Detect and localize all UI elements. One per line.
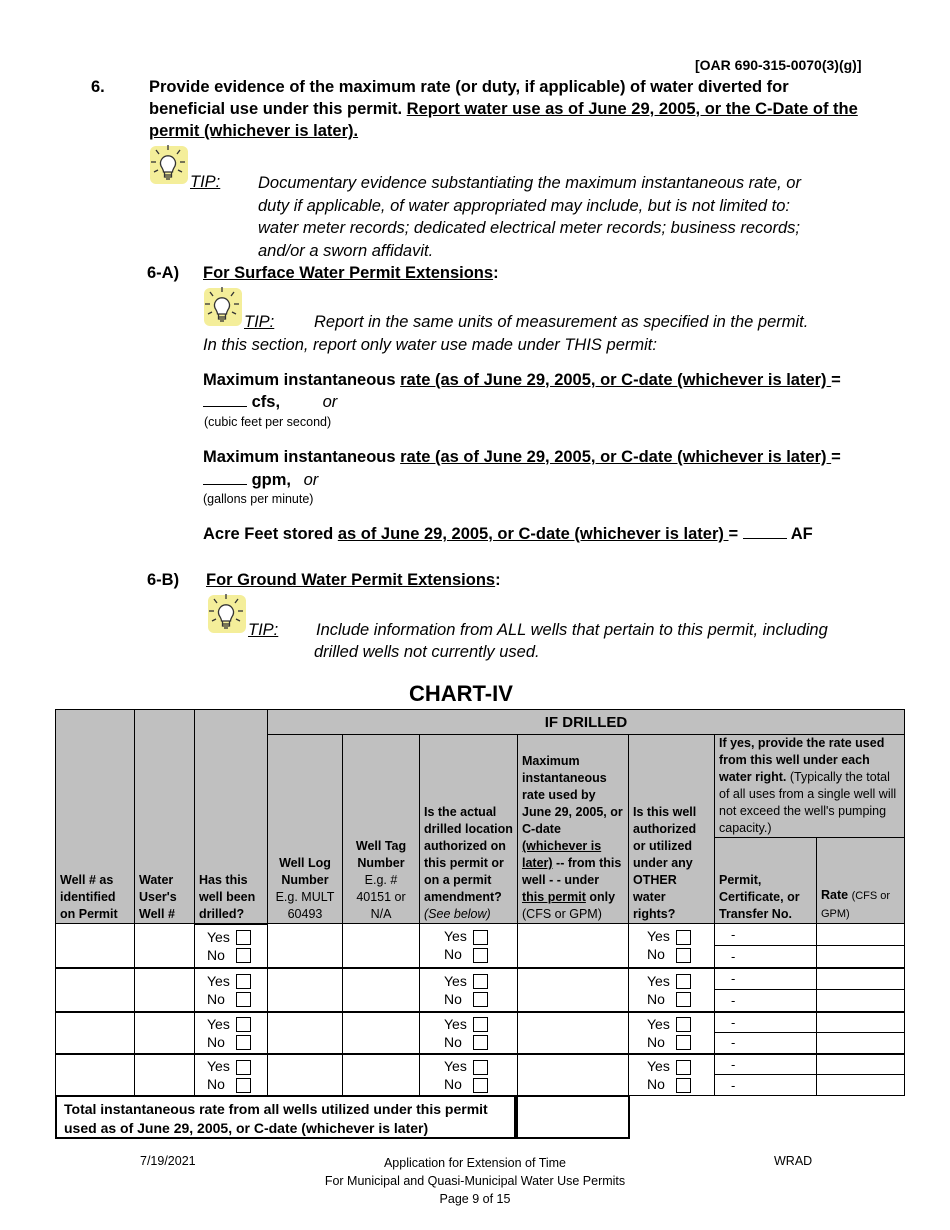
- gpm-unit: gpm,: [251, 471, 292, 489]
- tip-text: Report in the same units of measurement as specified in the permit.: [314, 313, 809, 331]
- af-unit: AF: [790, 525, 813, 543]
- no-label: No: [647, 990, 665, 1007]
- header-well-log-example: E.g. MULT 60493: [275, 890, 335, 921]
- gpm-equals: =: [831, 448, 841, 466]
- header-rate: [817, 838, 905, 924]
- yes-checkbox[interactable]: [473, 1017, 488, 1032]
- yes-label: Yes: [207, 1015, 230, 1032]
- footer-org: WRAD: [774, 1154, 813, 1168]
- table-row: [56, 1012, 905, 1033]
- no-checkbox[interactable]: [473, 1035, 488, 1050]
- dash: -: [731, 1014, 736, 1030]
- tip-line: duty if applicable, of water appropriated may include, but is not limited to:: [258, 196, 790, 215]
- tip-lightbulb-icon: [147, 142, 191, 188]
- dash: -: [731, 1077, 736, 1093]
- header-water-user-well: Water User's Well #: [135, 710, 195, 924]
- section-6a-colon: :: [493, 264, 499, 282]
- yes-label: Yes: [207, 1057, 230, 1074]
- no-label: No: [444, 1075, 462, 1092]
- cfs-label-underlined: rate (as of June 29, 2005, or C-date (whichever is later): [400, 371, 832, 389]
- yes-label: Yes: [647, 1057, 670, 1074]
- header-max-rate-d: this permit: [522, 890, 586, 904]
- cfs-answer-row: [203, 393, 337, 412]
- water-user-well-cell[interactable]: [135, 1012, 195, 1054]
- dash: -: [731, 1056, 736, 1072]
- tip-lightbulb-icon: [205, 591, 249, 637]
- section-6-underlined-text: Report water use as of June 29, 2005, or the C-Date of the permit (whichever is later).: [149, 100, 858, 140]
- drilled-yes-no: [195, 1054, 268, 1096]
- no-label: No: [207, 1033, 225, 1050]
- or-text: or: [303, 471, 319, 489]
- rate-cell[interactable]: [817, 968, 905, 990]
- yes-checkbox[interactable]: [473, 1060, 488, 1075]
- header-location-text: Is the actual drilled location authorized on this permit or on a permit amendment?: [424, 805, 513, 904]
- table-row: [56, 968, 905, 990]
- location-yes-no: [420, 1012, 518, 1054]
- permit-number-cell[interactable]: [715, 1054, 817, 1075]
- yes-checkbox[interactable]: [676, 930, 691, 945]
- cfs-rate-label: [203, 371, 841, 390]
- location-yes-no: [420, 1054, 518, 1096]
- dash: -: [731, 948, 736, 964]
- other-rights-yes-no: [629, 968, 715, 1012]
- acre-feet-row: [203, 525, 813, 544]
- dash: -: [731, 971, 736, 987]
- location-yes-no: [420, 924, 518, 968]
- header-if-yes-bold: If yes, provide the rate used from this well under each water right.: [719, 736, 885, 784]
- table-row: [56, 1054, 905, 1075]
- well-number-cell[interactable]: [56, 1012, 135, 1054]
- cfs-unit: cfs,: [251, 393, 281, 411]
- well-number-cell[interactable]: [56, 968, 135, 1012]
- header-well-log-number: [268, 735, 343, 924]
- af-equals: =: [728, 525, 739, 543]
- cfs-unit-note: (cubic feet per second): [204, 415, 332, 429]
- dash: -: [731, 992, 736, 1008]
- yes-checkbox[interactable]: [236, 1017, 251, 1032]
- dash: -: [731, 927, 736, 942]
- header-max-rate-units: (CFS or GPM): [522, 907, 602, 921]
- no-checkbox[interactable]: [473, 992, 488, 1007]
- water-user-well-cell[interactable]: [135, 924, 195, 968]
- water-user-well-cell[interactable]: [135, 968, 195, 1012]
- no-label: No: [444, 990, 462, 1007]
- yes-checkbox[interactable]: [676, 1017, 691, 1032]
- cfs-label-text: Maximum instantaneous: [203, 371, 396, 389]
- permit-number-cell[interactable]: [715, 1012, 817, 1033]
- dash: -: [731, 1035, 736, 1051]
- yes-label: Yes: [647, 928, 670, 945]
- header-max-rate: [518, 735, 629, 924]
- gpm-rate-label: [203, 448, 841, 467]
- no-label: No: [207, 946, 225, 963]
- table-row: [56, 924, 905, 946]
- cfs-answer-field[interactable]: [203, 406, 247, 407]
- no-checkbox[interactable]: [676, 1035, 691, 1050]
- header-permit-number: Permit, Certificate, or Transfer No.: [715, 838, 817, 924]
- yes-checkbox[interactable]: [473, 930, 488, 945]
- header-max-rate-a: Maximum instantaneous rate used by June 29, 2005, or C-date: [522, 754, 623, 836]
- section-6-number: 6.: [91, 78, 105, 96]
- header-location-note: (See below): [424, 907, 491, 921]
- permit-number-cell[interactable]: [715, 946, 817, 968]
- permit-number-cell[interactable]: [715, 1033, 817, 1054]
- yes-checkbox[interactable]: [236, 1060, 251, 1075]
- no-label: No: [647, 1033, 665, 1050]
- header-rate-units: (CFS or GPM): [821, 890, 891, 920]
- tip-label: TIP:: [244, 313, 275, 331]
- header-if-yes: [715, 735, 905, 838]
- max-rate-cell[interactable]: [518, 924, 629, 968]
- rate-cell[interactable]: [817, 1012, 905, 1033]
- rate-cell[interactable]: [817, 924, 905, 946]
- tip-text: [258, 172, 838, 262]
- well-number-cell[interactable]: [56, 924, 135, 968]
- max-rate-cell[interactable]: [518, 968, 629, 1012]
- footer-date: 7/19/2021: [140, 1154, 196, 1168]
- drilled-yes-no: [195, 924, 268, 968]
- well-tag-cell[interactable]: [343, 1012, 420, 1054]
- well-log-cell[interactable]: [268, 968, 343, 1012]
- cfs-equals: =: [831, 371, 841, 389]
- gpm-answer-row: [203, 471, 318, 490]
- section-6b-title: [206, 571, 501, 590]
- or-text: or: [322, 393, 338, 411]
- yes-checkbox[interactable]: [676, 974, 691, 989]
- no-label: No: [444, 1033, 462, 1050]
- permit-number-cell[interactable]: [715, 924, 817, 946]
- well-tag-cell[interactable]: [343, 1054, 420, 1096]
- chart-title: CHART-IV: [409, 681, 513, 706]
- drilled-yes-no: [195, 968, 268, 1012]
- header-if-drilled: IF DRILLED: [268, 710, 905, 735]
- yes-label: Yes: [444, 928, 467, 945]
- yes-checkbox[interactable]: [236, 930, 251, 945]
- yes-checkbox[interactable]: [676, 1060, 691, 1075]
- header-well-tag-number: [343, 735, 420, 924]
- footer-title: Application for Extension of Time: [383, 1156, 567, 1170]
- yes-label: Yes: [444, 1015, 467, 1032]
- yes-label: Yes: [444, 1057, 467, 1074]
- section-6a-number: 6-A): [147, 264, 180, 282]
- yes-checkbox[interactable]: [236, 974, 251, 989]
- no-checkbox[interactable]: [473, 1078, 488, 1093]
- chart-iv-table: [55, 709, 905, 1096]
- tip-text: Include information from ALL wells that pertain to this permit, including: [316, 621, 828, 639]
- other-rights-yes-no: [629, 1012, 715, 1054]
- yes-label: Yes: [207, 928, 230, 945]
- section-6b-number: 6-B): [147, 571, 180, 589]
- no-label: No: [207, 990, 225, 1007]
- max-rate-cell[interactable]: [518, 1054, 629, 1096]
- tip-label: TIP:: [190, 173, 221, 191]
- footer-page-number: Page 9 of 15: [439, 1192, 511, 1206]
- yes-label: Yes: [207, 972, 230, 989]
- tip-line: Documentary evidence substantiating the maximum instantaneous rate, or: [258, 174, 801, 192]
- no-checkbox[interactable]: [473, 948, 488, 963]
- rule-reference: [OAR 690-315-0070(3)(g)]: [695, 57, 862, 73]
- section-6a-title-text: For Surface Water Permit Extensions: [203, 264, 494, 282]
- section-6a-title: [203, 264, 499, 283]
- yes-label: Yes: [647, 972, 670, 989]
- permit-number-cell[interactable]: [715, 968, 817, 990]
- location-yes-no: [420, 968, 518, 1012]
- rate-cell[interactable]: [817, 1075, 905, 1096]
- well-log-cell[interactable]: [268, 1054, 343, 1096]
- permit-number-cell[interactable]: [715, 990, 817, 1012]
- no-checkbox[interactable]: [676, 948, 691, 963]
- tip-label: TIP:: [248, 621, 279, 639]
- af-label-text: Acre Feet stored: [203, 525, 334, 543]
- header-rate-label: Rate: [821, 888, 849, 902]
- tip-lightbulb-icon: [201, 284, 245, 330]
- no-checkbox[interactable]: [676, 1078, 691, 1093]
- af-label-underlined: as of June 29, 2005, or C-date (whichever is later): [337, 525, 729, 543]
- no-checkbox[interactable]: [236, 1078, 251, 1093]
- header-well-tag-bold: Well Tag Number: [355, 839, 407, 870]
- header-if-yes-note: (Typically the total of all uses from a single well will not exceed the well's pumping capacity.): [719, 770, 897, 835]
- header-other-water-rights: Is this well authorized or utilized under any OTHER water rights?: [629, 735, 715, 924]
- header-location-authorized: [420, 735, 518, 924]
- section-6-text: Provide evidence of the maximum rate (or duty, if applicable) of water diverted for beneficial use under this permit.: [149, 78, 789, 118]
- max-rate-cell[interactable]: [518, 1012, 629, 1054]
- no-checkbox[interactable]: [676, 992, 691, 1007]
- af-answer-field[interactable]: [743, 538, 787, 539]
- no-checkbox[interactable]: [236, 992, 251, 1007]
- header-well-log-bold: Well Log Number: [279, 856, 331, 887]
- permit-number-cell[interactable]: [715, 1075, 817, 1096]
- total-rate-field[interactable]: [516, 1095, 630, 1139]
- tip-text: In this section, report only water use made under THIS permit:: [203, 336, 657, 354]
- rate-cell[interactable]: [817, 1054, 905, 1075]
- tip-line: and/or a sworn affidavit.: [258, 241, 434, 260]
- no-label: No: [444, 946, 462, 963]
- well-tag-cell[interactable]: [343, 968, 420, 1012]
- no-label: No: [207, 1075, 225, 1092]
- tip-text: drilled wells not currently used.: [314, 643, 540, 661]
- no-checkbox[interactable]: [236, 1035, 251, 1050]
- rate-cell[interactable]: [817, 1033, 905, 1054]
- water-user-well-cell[interactable]: [135, 1054, 195, 1096]
- header-max-rate-e: only: [585, 890, 616, 904]
- no-label: No: [647, 1075, 665, 1092]
- yes-label: Yes: [647, 1015, 670, 1032]
- header-well-number: Well # as identified on Permit: [56, 710, 135, 924]
- header-max-rate-c: -- from this well - - under: [522, 856, 622, 887]
- well-log-cell[interactable]: [268, 924, 343, 968]
- header-max-rate-b: (whichever is later): [522, 839, 602, 870]
- section-6-heading: [149, 76, 859, 142]
- rate-cell[interactable]: [817, 990, 905, 1012]
- yes-checkbox[interactable]: [473, 974, 488, 989]
- other-rights-yes-no: [629, 924, 715, 968]
- gpm-label-underlined: rate (as of June 29, 2005, or C-date (whichever is later): [400, 448, 832, 466]
- well-number-cell[interactable]: [56, 1054, 135, 1096]
- drilled-yes-no: [195, 1012, 268, 1054]
- well-tag-cell[interactable]: [343, 924, 420, 968]
- section-6b-colon: :: [495, 571, 501, 589]
- rate-cell[interactable]: [817, 946, 905, 968]
- footer-subtitle: For Municipal and Quasi-Municipal Water Use Permits: [324, 1174, 626, 1188]
- header-has-been-drilled: Has this well been drilled?: [195, 710, 268, 924]
- section-6b-title-text: For Ground Water Permit Extensions: [206, 571, 496, 589]
- no-label: No: [647, 946, 665, 963]
- no-checkbox[interactable]: [236, 948, 251, 963]
- gpm-label-text: Maximum instantaneous: [203, 448, 396, 466]
- gpm-answer-field[interactable]: [203, 484, 247, 485]
- total-rate-label: Total instantaneous rate from all wells utilized under this permit used as of June 29, 2005, or C-date (whichever is later): [55, 1095, 516, 1139]
- other-rights-yes-no: [629, 1054, 715, 1096]
- tip-line: water meter records; dedicated electrical meter records; business records;: [258, 219, 800, 237]
- gpm-unit-note: (gallons per minute): [203, 492, 314, 506]
- well-log-cell[interactable]: [268, 1012, 343, 1054]
- yes-label: Yes: [444, 972, 467, 989]
- header-well-tag-example: E.g. # 40151 or N/A: [356, 873, 406, 921]
